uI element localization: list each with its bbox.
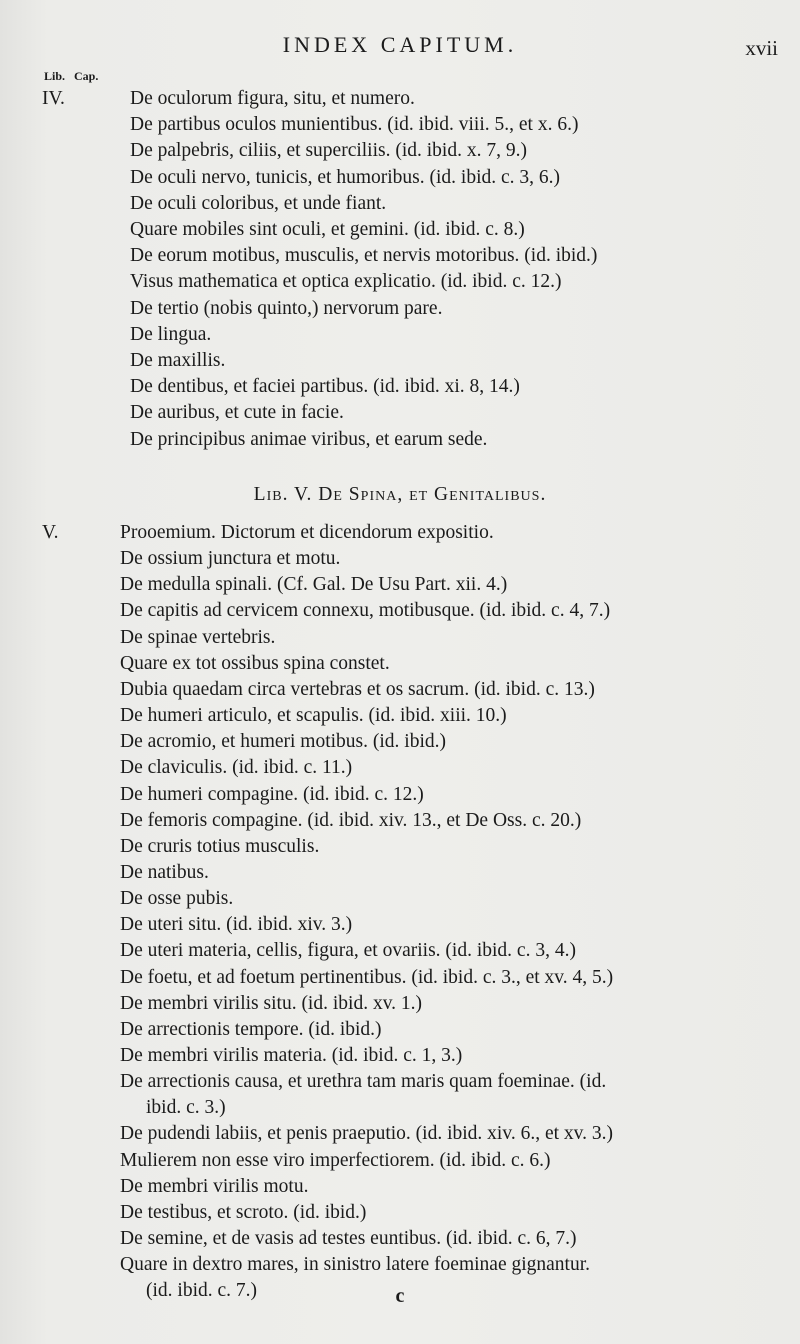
cap-column-label: Cap. (74, 69, 99, 83)
chapter-title: De lingua. (130, 323, 212, 345)
book-five-numeral: V. (42, 522, 59, 543)
chapter-title: De eorum motibus, musculis, et nervis motoribus. (id. ibid.) (130, 245, 598, 267)
chapter-title: De arrectionis causa, et urethra tam maris quam foeminae. (id. (120, 1071, 607, 1093)
chapter-title: De arrectionis tempore. (id. ibid.) (120, 1018, 382, 1040)
chapter-title: De cruris totius musculis. (120, 835, 320, 857)
chapter-title: Quare mobiles sint oculi, et gemini. (id. ibid. c. 8.) (130, 219, 525, 240)
lib-column-label: Lib. (44, 69, 66, 83)
chapter-title: De maxillis. (130, 350, 226, 371)
chapter-title: De partibus oculos munientibus. (id. ibid. viii. 5., et x. 6.) (130, 114, 579, 136)
chapter-title: De natibus. (120, 861, 209, 883)
chapter-title: De osse pubis. (120, 888, 234, 910)
chapter-title: De medulla spinali. (Cf. Gal. De Usu Part. xii. 4.) (120, 574, 508, 596)
chapter-title: De humeri compagine. (id. ibid. c. 12.) (120, 783, 424, 805)
chapter-title: Quare ex tot ossibus spina constet. (120, 652, 390, 674)
chapter-title: De membri virilis materia. (id. ibid. c. 1, 3.) (120, 1045, 463, 1066)
chapter-title: Dubia quaedam circa vertebras et os sacrum. (id. ibid. c. 13.) (120, 678, 595, 700)
chapter-title: De claviculis. (id. ibid. c. 11.) (120, 757, 353, 779)
chapter-title: De palpebris, ciliis, et superciliis. (id. ibid. x. 7, 9.) (130, 140, 527, 162)
chapter-title: De tertio (nobis quinto,) nervorum pare. (130, 297, 443, 319)
chapter-title: De oculi coloribus, et unde fiant. (130, 192, 387, 214)
chapter-title: Visus mathematica et optica explicatio. (id. ibid. c. 12.) (130, 271, 562, 293)
chapter-title: De dentibus, et faciei partibus. (id. ibid. xi. 8, 14.) (130, 376, 520, 398)
chapter-title: De membri virilis situ. (id. ibid. xv. 1.) (120, 992, 423, 1014)
chapter-title: De ossium junctura et motu. (120, 548, 341, 570)
section-heading: Lib. V. De Spina, et Genitalibus. (253, 484, 547, 505)
chapter-title: De principibus animae viribus, et earum sede. (130, 428, 488, 450)
chapter-title: De uteri situ. (id. ibid. xiv. 3.) (120, 914, 353, 936)
chapter-title: De oculorum figura, situ, et numero. (130, 88, 415, 109)
chapter-title: De acromio, et humeri motibus. (id. ibid.) (120, 731, 447, 753)
chapter-title: Mulierem non esse viro imperfectiorem. (id. ibid. c. 6.) (120, 1149, 551, 1171)
chapter-title: De pudendi labiis, et penis praeputio. (id. ibid. xiv. 6., et xv. 3.) (120, 1123, 614, 1145)
chapter-title: De oculi nervo, tunicis, et humoribus. (id. ibid. c. 3, 6.) (130, 166, 561, 188)
chapter-title: De foetu, et ad foetum pertinentibus. (id. ibid. c. 3., et xv. 4, 5.) (120, 966, 614, 988)
page-number: xvii (745, 36, 778, 60)
chapter-title: De femoris compagine. (id. ibid. xiv. 13., et De Oss. c. 20.) (120, 809, 582, 831)
chapter-title-continuation: (id. ibid. c. 7.) (146, 1280, 258, 1302)
chapter-title: De spinae vertebris. (120, 626, 276, 648)
chapter-title: Prooemium. Dictorum et dicendorum expositio. (120, 522, 494, 543)
column-headings (44, 69, 98, 84)
chapter-title: De capitis ad cervicem connexu, motibusque. (id. ibid. c. 4, 7.) (120, 600, 611, 622)
chapter-title: Quare in dextro mares, in sinistro latere foeminae gignantur. (120, 1254, 591, 1276)
chapter-title-continuation: ibid. c. 3.) (146, 1097, 226, 1119)
book-four-numeral: IV. (42, 88, 65, 109)
chapter-title: De uteri materia, cellis, figura, et ovariis. (id. ibid. c. 3, 4.) (120, 940, 576, 962)
chapter-title: De auribus, et cute in facie. (130, 402, 344, 424)
chapter-title: De testibus, et scroto. (id. ibid.) (120, 1201, 367, 1223)
chapter-title: De membri virilis motu. (120, 1175, 309, 1197)
chapter-title: De semine, et de vasis ad testes euntibus. (id. ibid. c. 6, 7.) (120, 1228, 577, 1250)
chapter-title: De humeri articulo, et scapulis. (id. ibid. xiii. 10.) (120, 705, 507, 727)
running-header-title: INDEX CAPITUM. (282, 32, 518, 57)
signature-mark: c (395, 1285, 405, 1307)
